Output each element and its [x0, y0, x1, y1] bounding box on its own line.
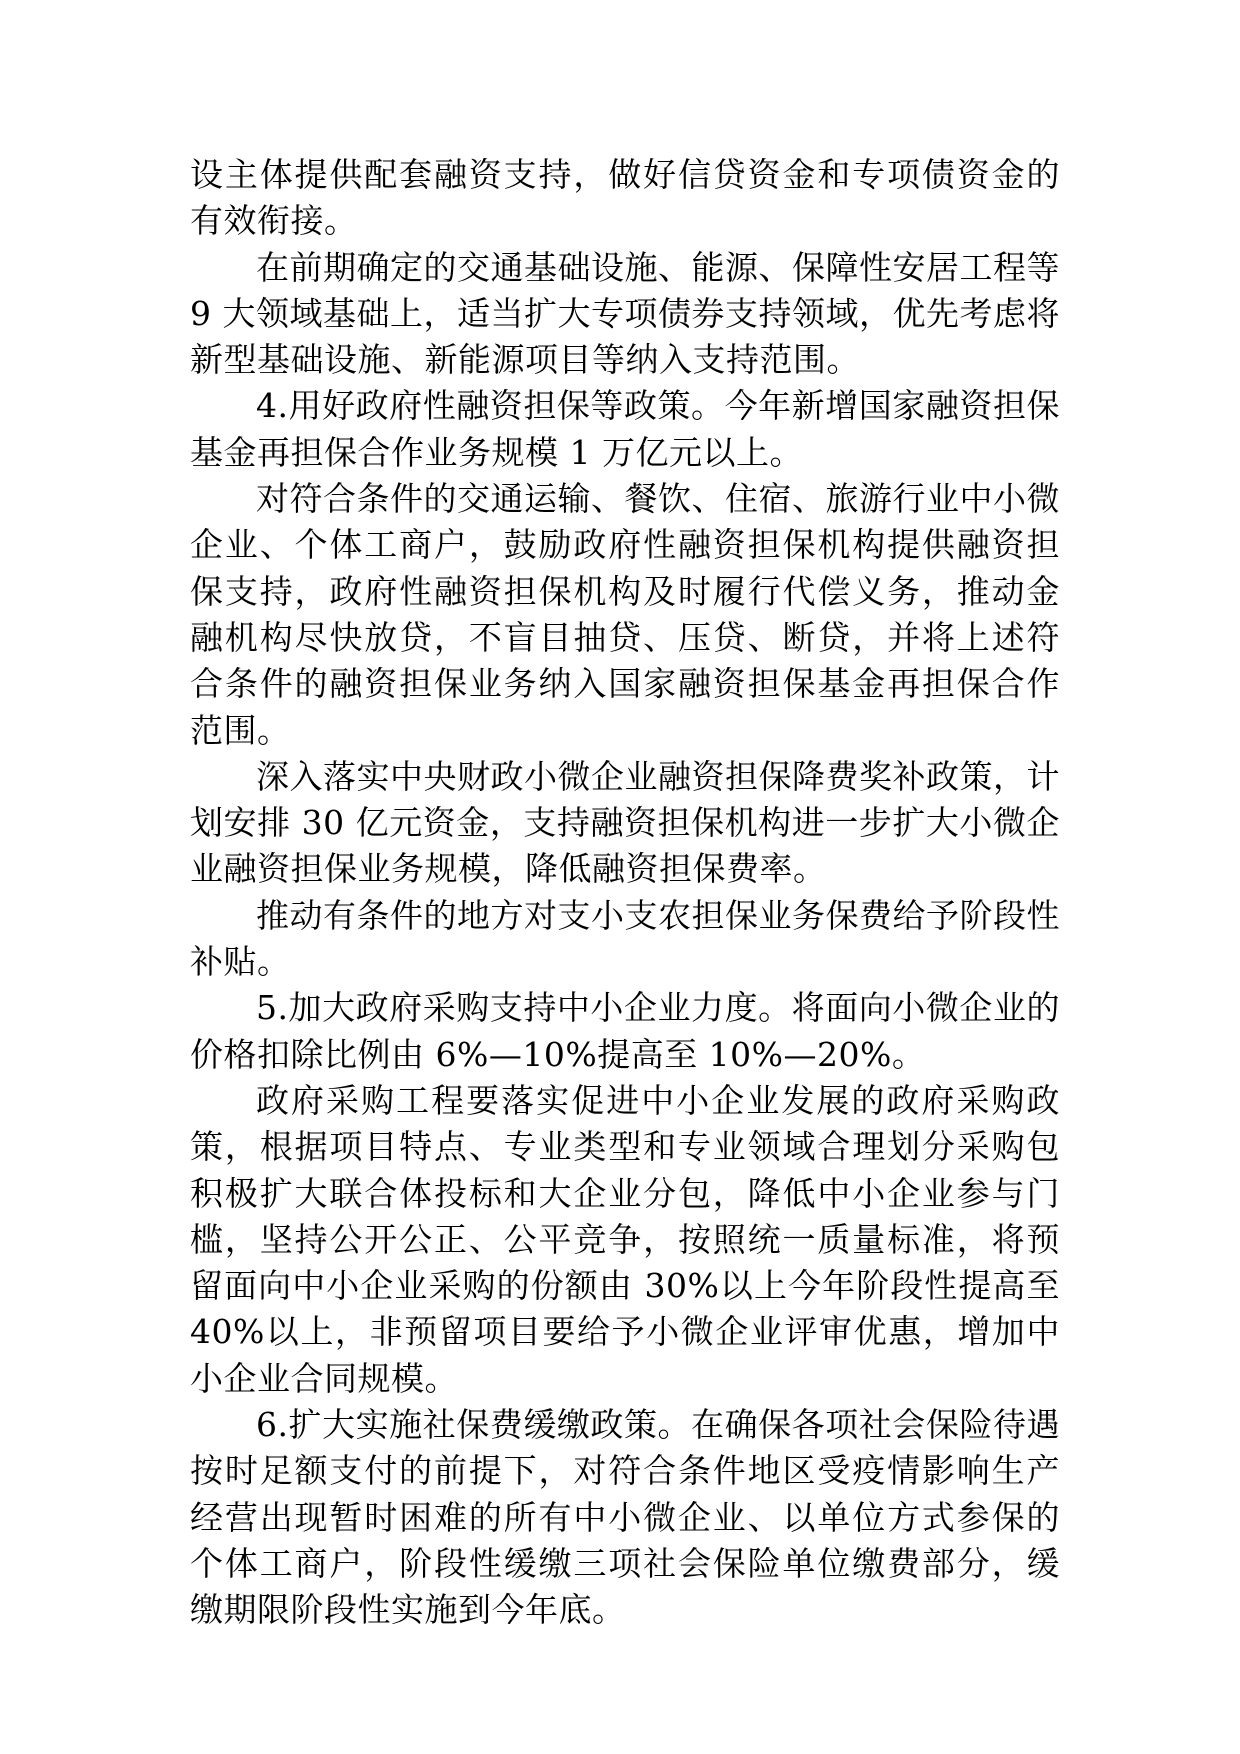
paragraph: 6.扩大实施社保费缓缴政策。在确保各项社会保险待遇按时足额支付的前提下，对符合条件地区受疫情影响生产经营出现暂时困难的所有中小微企业、以单位方式参保的个体工商户，阶段性缓缴三项社会保险单位缴费部分，缓缴期限阶段性实施到今年底。 [190, 1405, 1060, 1630]
paragraph: 深入落实中央财政小微企业融资担保降费奖补政策，计划安排 30 亿元资金，支持融资担保机构进一步扩大小微企业融资担保业务规模，降低融资担保费率。 [190, 756, 1060, 889]
paragraph: 政府采购工程要落实促进中小企业发展的政府采购政策，根据项目特点、专业类型和专业领域合理划分采购包积极扩大联合体投标和大企业分包，降低中小企业参与门槛，坚持公开公正、公平竞争，按照统一质量标准，将预留面向中小企业采购的份额由 30%以上今年阶段性提高至 40%以上，非预留项目要给予小微企业评审优惠，增加中小企业合同规模。 [190, 1080, 1060, 1398]
paragraph: 5.加大政府采购支持中小企业力度。将面向小微企业的价格扣除比例由 6%—10%提高至 10%—20%。 [190, 988, 1060, 1074]
paragraph: 设主体提供配套融资支持，做好信贷资金和专项债资金的有效衔接。 [190, 155, 1060, 241]
paragraph: 在前期确定的交通基础设施、能源、保障性安居工程等 9 大领域基础上，适当扩大专项债券支持领域，优先考虑将新型基础设施、新能源项目等纳入支持范围。 [190, 247, 1060, 380]
paragraph: 推动有条件的地方对支小支农担保业务保费给予阶段性补贴。 [190, 895, 1060, 982]
paragraph: 4.用好政府性融资担保等政策。今年新增国家融资担保基金再担保合作业务规模 1 万亿元以上。 [190, 386, 1060, 472]
document-body [190, 152, 1060, 1634]
paragraph: 对符合条件的交通运输、餐饮、住宿、旅游行业中小微企业、个体工商户，鼓励政府性融资担保机构提供融资担保支持，政府性融资担保机构及时履行代偿义务，推动金融机构尽快放贷，不盲目抽贷、压贷、断贷，并将上述符合条件的融资担保业务纳入国家融资担保基金再担保合作范围。 [190, 479, 1060, 750]
